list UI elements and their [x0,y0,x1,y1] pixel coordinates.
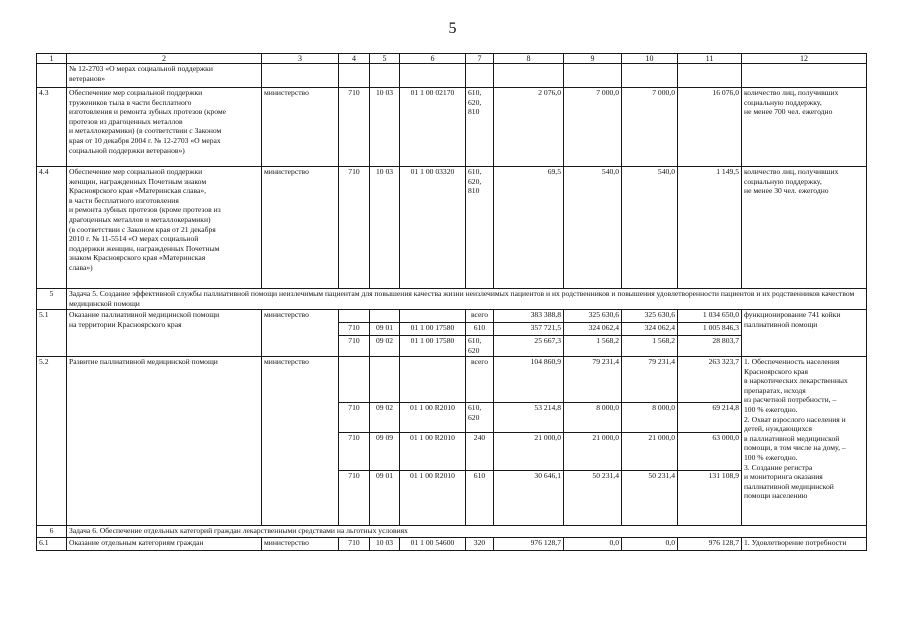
amount-year2: 7 000,0 [564,88,622,167]
section-code: 09 09 [370,433,400,471]
row-number: 5.2 [37,357,67,526]
activity-name: Обеспечение мер социальной поддержки женщин, награжденных Почетным знаком Красноярского края «Материнская слава», в части бесплатного изготовления и ремонта зубных протезов (кроме протезов из драгоценных металлов и металлокерамики) (в соответствии с Законом края от 21 декабря 2010 г. № 11-5514 «О мерах социальной поддержки женщин, награжденных Почетным знаком Красноярского края «Материнская слава») [67,167,262,289]
executor: министерство [262,310,339,357]
amount-total: 69 214,8 [678,403,742,433]
table-row [37,167,867,289]
table-row [37,88,867,167]
amount-year2: 21 000,0 [564,433,622,471]
section-code: 10 03 [370,167,400,289]
section-code: 10 03 [370,88,400,167]
budget-code: 710 [339,433,370,471]
amount-year3: 50 231,4 [622,471,678,526]
page-number: 5 [448,20,457,37]
budget-code: 710 [339,471,370,526]
expense-type: 610 [466,323,494,336]
amount-year1: 53 214,8 [494,403,564,433]
amount-year1: 69,5 [494,167,564,289]
row-number: 4.4 [37,167,67,289]
header-cell: 6 [400,54,466,64]
budget-code: 710 [339,538,370,551]
task-row [37,526,867,538]
activity-name: Оказание паллиативной медицинской помощи на территории Красноярского края [67,310,262,357]
row-number: 6.1 [37,538,67,551]
amount-year3: 8 000,0 [622,403,678,433]
header-cell: 4 [339,54,370,64]
amount-year1: 383 388,8 [494,310,564,323]
target-code: 01 1 00 R2010 [400,471,466,526]
target-code: 01 1 00 R2010 [400,433,466,471]
amount-total: 1 034 650,0 [678,310,742,323]
section-code: 09 01 [370,323,400,336]
executor: министерство [262,88,339,167]
expected-result: количество лиц, получивших социальную поддержку, не менее 700 чел. ежегодно [742,88,867,167]
amount-year1: 976 128,7 [494,538,564,551]
activity-name: № 12-2703 «О мерах социальной поддержки ветеранов» [67,64,262,88]
activity-name: Развитие паллиативной медицинской помощи [67,357,262,526]
amount-year3: 325 630,6 [622,310,678,323]
amount-year1: 357 721,5 [494,323,564,336]
target-code: 01 1 00 03320 [400,167,466,289]
section-code: 09 02 [370,336,400,357]
amount-year1: 21 000,0 [494,433,564,471]
amount-year3: 0,0 [622,538,678,551]
total-label: всего [466,310,494,323]
task-title: Задача 6. Обеспечение отдельных категорий граждан лекарственными средствами на льготных условиях [67,526,867,538]
expense-type: 610, 620, 810 [466,167,494,289]
expense-type: 610, 620 [466,403,494,433]
header-cell: 11 [678,54,742,64]
section-code: 09 02 [370,403,400,433]
total-label: всего [466,357,494,403]
header-cell: 2 [67,54,262,64]
expected-result: количество лиц, получивших социальную поддержку, не менее 30 чел. ежегодно [742,167,867,289]
amount-year2: 540,0 [564,167,622,289]
amount-total: 131 108,9 [678,471,742,526]
section-code: 09 01 [370,471,400,526]
expected-result: 1. Удовлетворение потребности [742,538,867,551]
amount-total: 16 076,0 [678,88,742,167]
budget-code: 710 [339,88,370,167]
expected-result: функционирование 741 койки паллиативной помощи [742,310,867,357]
expense-type: 610, 620, 810 [466,88,494,167]
amount-year1: 25 667,3 [494,336,564,357]
header-cell: 7 [466,54,494,64]
amount-year3: 79 231,4 [622,357,678,403]
task-title: Задача 5. Создание эффективной службы паллиативной помощи неизлечимым пациентам для повышения качества жизни неизлечимых пациентов и их родственников и повышения удовлетворенности пациентов и их родственников качеством медицинской помощи [67,289,867,310]
executor: министерство [262,167,339,289]
target-code: 01 1 00 17580 [400,336,466,357]
header-cell: 1 [37,54,67,64]
activity-name: Обеспечение мер социальной поддержки тружеников тыла в части бесплатного изготовления и ремонта зубных протезов (кроме протезов из драгоценных металлов и металлокерамики) (в соответствии с Законом края от 10 декабря 2004 г. № 12-2703 «О мерах социальной поддержки ветеранов») [67,88,262,167]
executor: министерство [262,357,339,526]
amount-total: 63 000,0 [678,433,742,471]
expense-type: 320 [466,538,494,551]
amount-year3: 540,0 [622,167,678,289]
amount-year2: 1 568,2 [564,336,622,357]
amount-year1: 2 076,0 [494,88,564,167]
amount-year2: 0,0 [564,538,622,551]
section-code: 10 03 [370,538,400,551]
table-row [37,64,867,88]
expense-type: 240 [466,433,494,471]
budget-code: 710 [339,167,370,289]
expected-result: 1. Обеспеченность населения Красноярского края в наркотических лекарственных препаратах, исходя из расчетной потребности, – 100 % ежегодно. 2. Охват взрослого населения и детей, нуждающихся в паллиативной медицинской помощи, в том числе на дому, – 100 % ежегодно. 3. Создание регистра и мониторинга оказания паллиативной медицинской помощи населению [742,357,867,526]
amount-year2: 325 630,6 [564,310,622,323]
amount-total: 1 005 846,3 [678,323,742,336]
budget-code: 710 [339,323,370,336]
header-cell: 8 [494,54,564,64]
amount-year2: 79 231,4 [564,357,622,403]
header-cell: 10 [622,54,678,64]
table-row [37,357,867,403]
header-row [37,54,867,64]
amount-year2: 324 062,4 [564,323,622,336]
header-cell: 9 [564,54,622,64]
header-cell: 5 [370,54,400,64]
amount-year2: 50 231,4 [564,471,622,526]
amount-total: 28 803,7 [678,336,742,357]
program-table [36,53,867,551]
task-row [37,289,867,310]
table-row [37,310,867,323]
amount-total: 976 128,7 [678,538,742,551]
row-number: 4.3 [37,88,67,167]
amount-year3: 21 000,0 [622,433,678,471]
budget-code: 710 [339,336,370,357]
expense-type: 610, 620 [466,336,494,357]
target-code: 01 1 00 54600 [400,538,466,551]
task-number: 6 [37,526,67,538]
table-row [37,538,867,551]
amount-year1: 104 860,9 [494,357,564,403]
target-code: 01 1 00 R2010 [400,403,466,433]
row-number: 5.1 [37,310,67,357]
target-code: 01 1 00 02170 [400,88,466,167]
header-cell: 3 [262,54,339,64]
amount-year3: 7 000,0 [622,88,678,167]
activity-name: Оказание отдельным категориям граждан [67,538,262,551]
executor: министерство [262,538,339,551]
amount-year1: 30 646,1 [494,471,564,526]
amount-total: 1 149,5 [678,167,742,289]
target-code: 01 1 00 17580 [400,323,466,336]
task-number: 5 [37,289,67,310]
header-cell: 12 [742,54,867,64]
budget-code: 710 [339,403,370,433]
expense-type: 610 [466,471,494,526]
amount-year2: 8 000,0 [564,403,622,433]
amount-year3: 1 568,2 [622,336,678,357]
amount-year3: 324 062,4 [622,323,678,336]
amount-total: 263 323,7 [678,357,742,403]
